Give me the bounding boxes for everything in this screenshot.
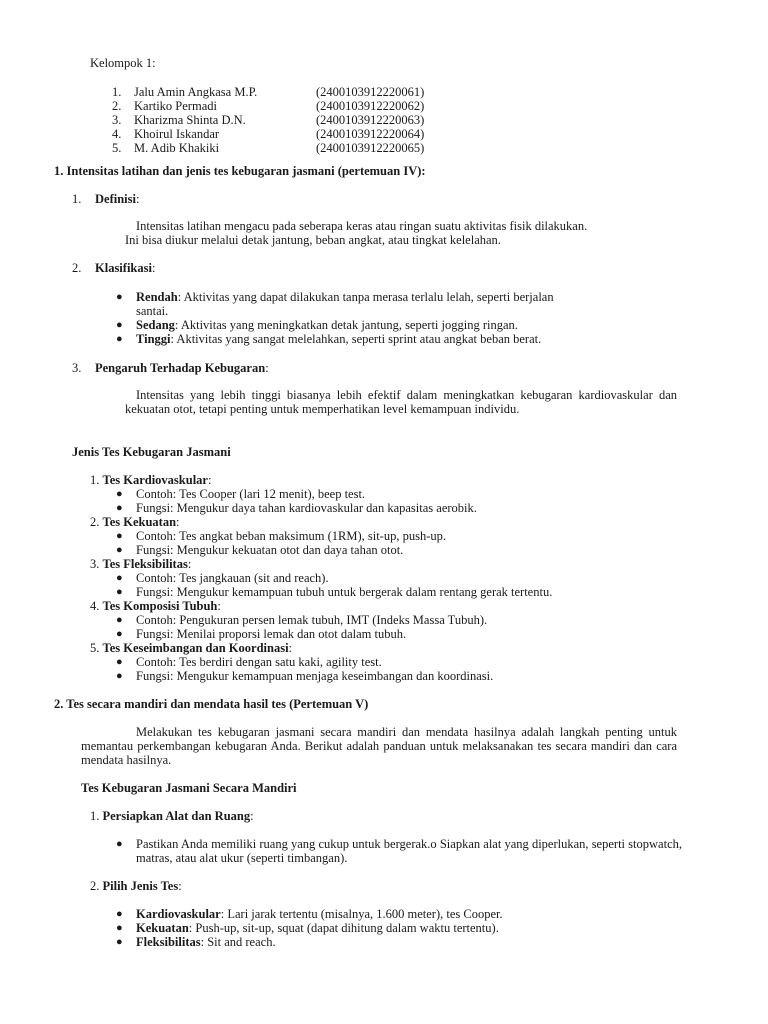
definisi-number: 1. (72, 192, 82, 206)
member-id: (2400103912220065) (316, 141, 425, 155)
step1-title (90, 809, 254, 823)
test-number: 4. (90, 599, 100, 613)
group-title: Kelompok 1: (90, 56, 156, 70)
test-contoh: Contoh: Pengukuran persen lemak tubuh, IMT (Indeks Massa Tubuh). (136, 613, 488, 627)
member-number: 1. (112, 85, 122, 99)
member-name: Kharizma Shinta D.N. (134, 113, 246, 127)
pengaruh-colon: : (265, 361, 269, 375)
bullet-icon: ● (116, 502, 123, 514)
bullet-icon: ● (116, 572, 123, 584)
test-contoh: Contoh: Tes jangkauan (sit and reach). (136, 571, 329, 585)
member-id: (2400103912220064) (316, 127, 425, 141)
test-item-keseimbangan (90, 641, 292, 655)
klasifikasi-item-tinggi (136, 332, 541, 346)
bullet-icon: ● (116, 530, 123, 542)
bullet-icon: ● (116, 908, 123, 920)
bullet-icon: ● (116, 838, 123, 850)
step2-title (90, 879, 182, 893)
test-contoh: Contoh: Tes Cooper (lari 12 menit), beep test. (136, 487, 366, 501)
bullet-icon: ● (116, 922, 123, 934)
bullet-icon: ● (116, 319, 123, 331)
pengaruh-paragraph: Intensitas yang lebih tinggi biasanya lebih efektif dalam meningkatkan kebugaran kardiovaskular dan kekuatan otot, tetapi penting untuk memperhatikan level kemampuan individu. (125, 388, 677, 416)
jenis-tes-title: Jenis Tes Kebugaran Jasmani (72, 445, 231, 459)
step-colon: : (250, 809, 254, 823)
test-number: 1. (90, 473, 100, 487)
definisi-line2: Ini bisa diukur melalui detak jantung, beban angkat, atau tingkat kelelahan. (125, 233, 501, 247)
pengaruh-title (95, 361, 269, 375)
step-number: 1. (90, 809, 100, 823)
definisi-colon: : (135, 192, 140, 206)
test-contoh: Contoh: Tes angkat beban maksimum (1RM), sit-up, push-up. (136, 529, 446, 543)
member-id: (2400103912220061) (316, 85, 425, 99)
klasifikasi-item-sedang (136, 318, 518, 332)
step1-bullet-text: Pastikan Anda memiliki ruang yang cukup untuk bergerak.o Siapkan alat yang diperlukan, seperti stopwatch, matras, atau alat ukur (seperti timbangan). (136, 837, 682, 865)
member-name: Kartiko Permadi (134, 99, 217, 113)
klasifikasi-item-rendah (136, 290, 677, 304)
test-name: Tes Kardiovaskular (102, 473, 208, 487)
test-number: 2. (90, 515, 100, 529)
klasifikasi-term: Tinggi (136, 332, 171, 346)
test-fungsi: Fungsi: Menilai proporsi lemak dan otot dalam tubuh. (136, 627, 407, 641)
definisi-title-text: Definisi (95, 192, 136, 206)
bullet-icon: ● (116, 586, 123, 598)
klasifikasi-term: Rendah (136, 290, 178, 304)
test-colon: : (207, 473, 212, 487)
step2-item-kekuatan (136, 921, 499, 935)
klasifikasi-term: Sedang (136, 318, 175, 332)
klasifikasi-text: : Aktivitas yang meningkatkan detak jantung, seperti jogging ringan. (174, 318, 518, 332)
test-contoh: Contoh: Tes berdiri dengan satu kaki, agility test. (136, 655, 382, 669)
step-title-text: Pilih Jenis Tes (102, 879, 179, 893)
member-number: 4. (112, 127, 122, 141)
bullet-icon: ● (116, 670, 123, 682)
pengaruh-title-text: Pengaruh Terhadap Kebugaran (95, 361, 266, 375)
bullet-icon: ● (116, 656, 123, 668)
step2-term: Kekuatan (136, 921, 189, 935)
klasifikasi-colon: : (151, 261, 156, 275)
test-fungsi: Fungsi: Mengukur kemampuan menjaga keseimbangan dan koordinasi. (136, 669, 494, 683)
member-number: 2. (112, 99, 122, 113)
bullet-icon: ● (116, 936, 123, 948)
test-number: 3. (90, 557, 100, 571)
step2-text: : Push-up, sit-up, squat (dapat dihitung dalam waktu tertentu). (188, 921, 499, 935)
test-item-fleksibilitas (90, 557, 191, 571)
test-fungsi: Fungsi: Mengukur kekuatan otot dan daya tahan otot. (136, 543, 404, 557)
step2-item-kardiovaskular (136, 907, 503, 921)
test-name: Tes Komposisi Tubuh (102, 599, 218, 613)
member-id: (2400103912220063) (316, 113, 425, 127)
step2-term: Fleksibilitas (136, 935, 201, 949)
step2-term: Kardiovaskular (136, 907, 221, 921)
member-id: (2400103912220062) (316, 99, 425, 113)
klasifikasi-item-line (136, 290, 554, 304)
definisi-line1: Intensitas latihan mengacu pada seberapa keras atau ringan suatu aktivitas fisik dilakukan. (136, 219, 588, 233)
bullet-icon: ● (116, 628, 123, 640)
test-colon: : (176, 515, 180, 529)
member-number: 3. (112, 113, 122, 127)
member-name: Khoirul Iskandar (134, 127, 220, 141)
step2-text: : Sit and reach. (200, 935, 276, 949)
klasifikasi-text: : Aktivitas yang sangat melelahkan, seperti sprint atau angkat beban berat. (170, 332, 542, 346)
bullet-icon: ● (116, 488, 123, 500)
test-number: 5. (90, 641, 100, 655)
test-name: Tes Fleksibilitas (102, 557, 188, 571)
pengaruh-number: 3. (72, 361, 82, 375)
member-number: 5. (112, 141, 122, 155)
member-name: M. Adib Khakiki (134, 141, 220, 155)
bullet-icon: ● (116, 544, 123, 556)
test-colon: : (288, 641, 293, 655)
klasifikasi-title-text: Klasifikasi (95, 261, 152, 275)
test-name: Tes Kekuatan (102, 515, 177, 529)
section2-intro: Melakukan tes kebugaran jasmani secara mandiri dan mendata hasilnya adalah langkah penting untuk memantau perkembangan kebugaran Anda. Berikut adalah panduan untuk melaksanakan tes secara mandiri dan cara mendata hasilnya. (81, 725, 677, 767)
test-colon: : (187, 557, 192, 571)
test-item-kardiovaskular (90, 473, 211, 487)
test-item-komposisi (90, 599, 221, 613)
test-item-kekuatan (90, 515, 180, 529)
step-number: 2. (90, 879, 100, 893)
bullet-icon: ● (116, 614, 123, 626)
definisi-title (95, 192, 139, 206)
klasifikasi-number: 2. (72, 261, 82, 275)
test-fungsi: Fungsi: Mengukur daya tahan kardiovaskular dan kapasitas aerobik. (136, 501, 477, 515)
klasifikasi-text: : Aktivitas yang dapat dilakukan tanpa merasa terlalu lelah, seperti berjalan (177, 290, 554, 304)
step2-item-fleksibilitas (136, 935, 276, 949)
section2-heading: 2. Tes secara mandiri dan mendata hasil tes (Pertemuan V) (54, 697, 369, 711)
test-colon: : (217, 599, 221, 613)
klasifikasi-item-cont: santai. (136, 304, 169, 318)
bullet-icon: ● (116, 333, 123, 345)
step-title-text: Persiapkan Alat dan Ruang (102, 809, 251, 823)
section1-heading: 1. Intensitas latihan dan jenis tes kebugaran jasmani (pertemuan IV): (54, 164, 426, 178)
member-name: Jalu Amin Angkasa M.P. (134, 85, 258, 99)
test-name: Tes Keseimbangan dan Koordinasi (102, 641, 289, 655)
test-fungsi: Fungsi: Mengukur kemampuan tubuh untuk bergerak dalam rentang gerak tertentu. (136, 585, 553, 599)
section2-subtitle: Tes Kebugaran Jasmani Secara Mandiri (81, 781, 297, 795)
klasifikasi-title (95, 261, 155, 275)
step-colon: : (178, 879, 182, 893)
step2-text: : Lari jarak tertentu (misalnya, 1.600 meter), tes Cooper. (220, 907, 503, 921)
bullet-icon: ● (116, 291, 123, 303)
